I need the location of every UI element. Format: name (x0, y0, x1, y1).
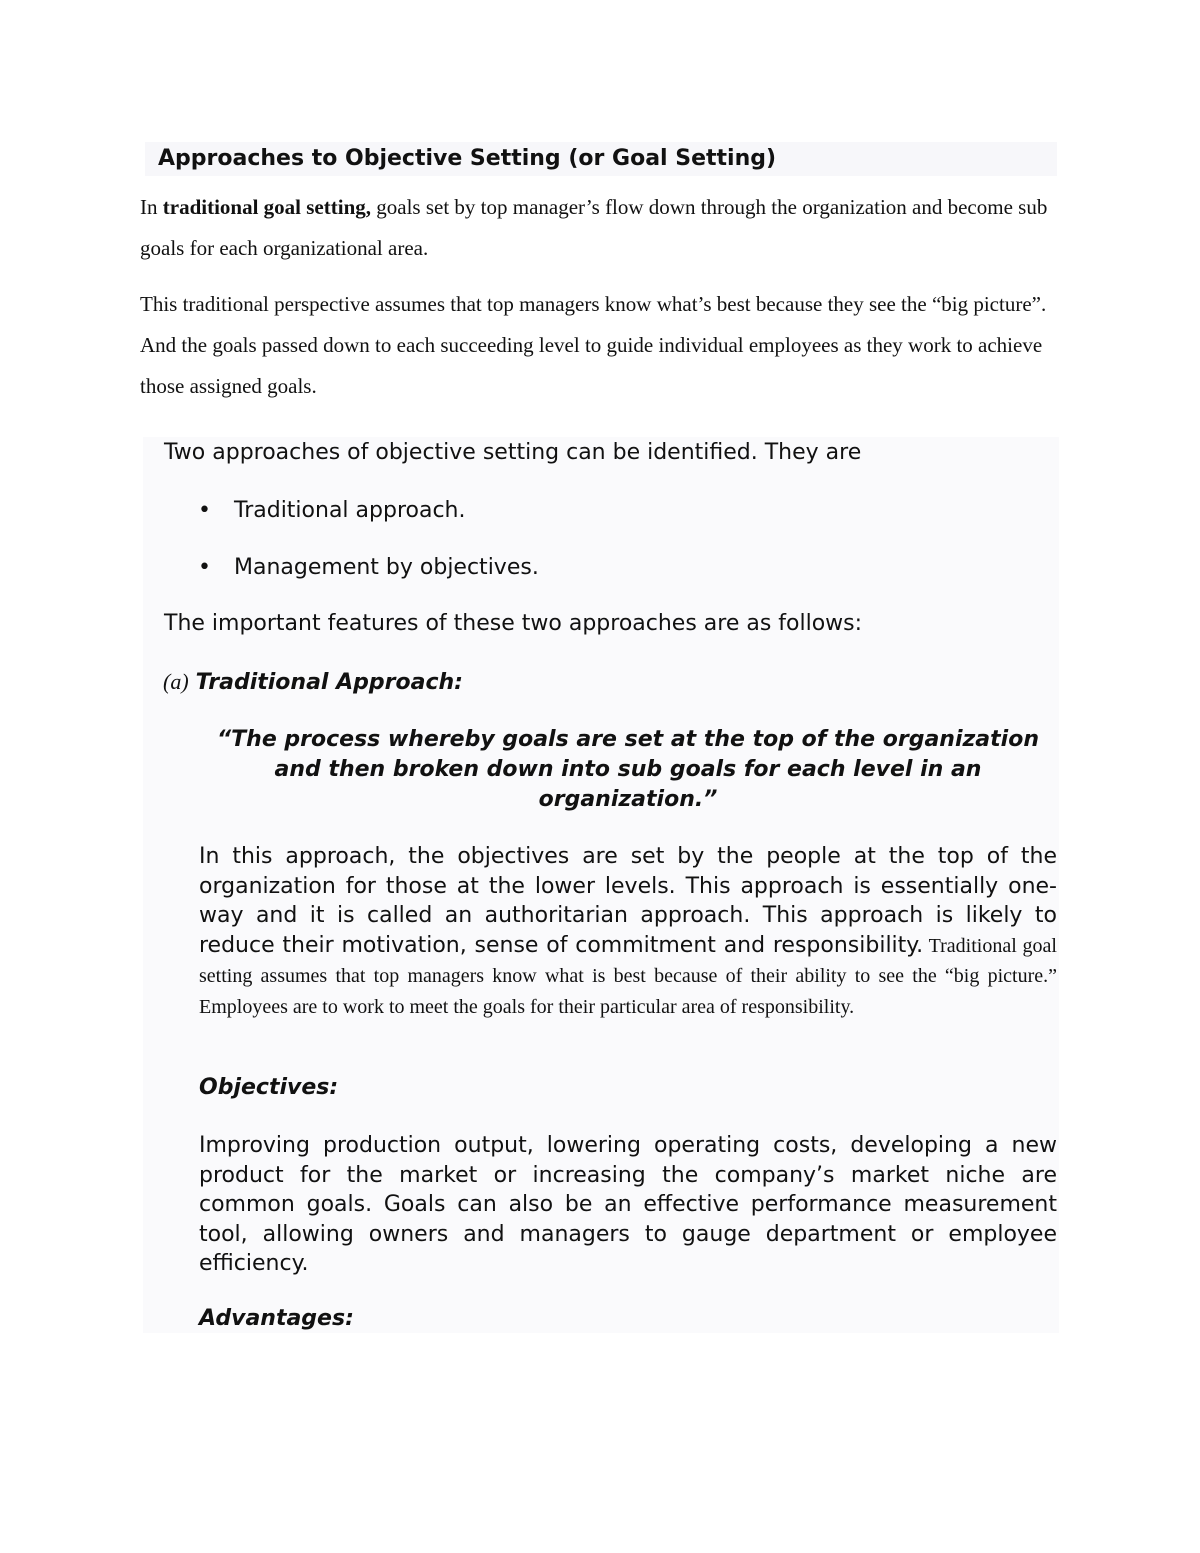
section-a-body-serif: Traditional goal setting assumes that top managers know what is best because of their ability to see the “big picture.” Employees are to work to meet the goals for their particular area of responsibility. (199, 934, 1057, 1018)
section-a-body-sans: In this approach, the objectives are set by the people at the top of the organization for those at the lower levels. This approach is essentially one-way and it is called an authoritarian approach. This approach is likely to reduce their motivation, sense of commitment and responsibility. (199, 844, 1057, 958)
intro-p1-bold: traditional goal setting, (162, 195, 371, 219)
list-item-label: Management by objectives. (234, 555, 539, 580)
advantages-heading: Advantages: (199, 1306, 354, 1331)
intro-paragraph-2: This traditional perspective assumes that top managers know what’s best because they see the “big picture”. And the goals passed down to each succeeding level to guide individual employees as they work to achieve those assigned goals. (140, 292, 1047, 398)
approaches-lead: Two approaches of objective setting can be identified. They are (164, 440, 862, 465)
definition-quote: “The process whereby goals are set at the top of the organization and then broken down into sub goals for each level in an organization.” (216, 727, 1039, 812)
section-a-heading (163, 669, 463, 695)
intro-p1-rest: goals set by top manager’s flow down through the organization and become sub goals for each organizational area. (140, 195, 1048, 260)
intro-p1-prefix: In (140, 195, 163, 219)
objectives-heading: Objectives: (199, 1075, 339, 1100)
section-marker: (a) (163, 669, 189, 694)
objectives-body: Improving production output, lowering operating costs, developing a new product for the market or increasing the company’s market niche are common goals. Goals can also be an effective performance measurement tool, allowing owners and managers to gauge department or employee efficiency. (199, 1133, 1057, 1276)
intro-paragraph-1 (140, 187, 1065, 269)
section-a-title: Traditional Approach: (195, 670, 463, 695)
bullet-icon: • (198, 555, 211, 580)
section-a-body (199, 842, 1057, 1022)
page-title: Approaches to Objective Setting (or Goal Setting) (145, 142, 1057, 176)
bullet-icon: • (198, 498, 211, 523)
list-item-label: Traditional approach. (234, 498, 466, 523)
features-lead: The important features of these two approaches are as follows: (164, 611, 863, 636)
